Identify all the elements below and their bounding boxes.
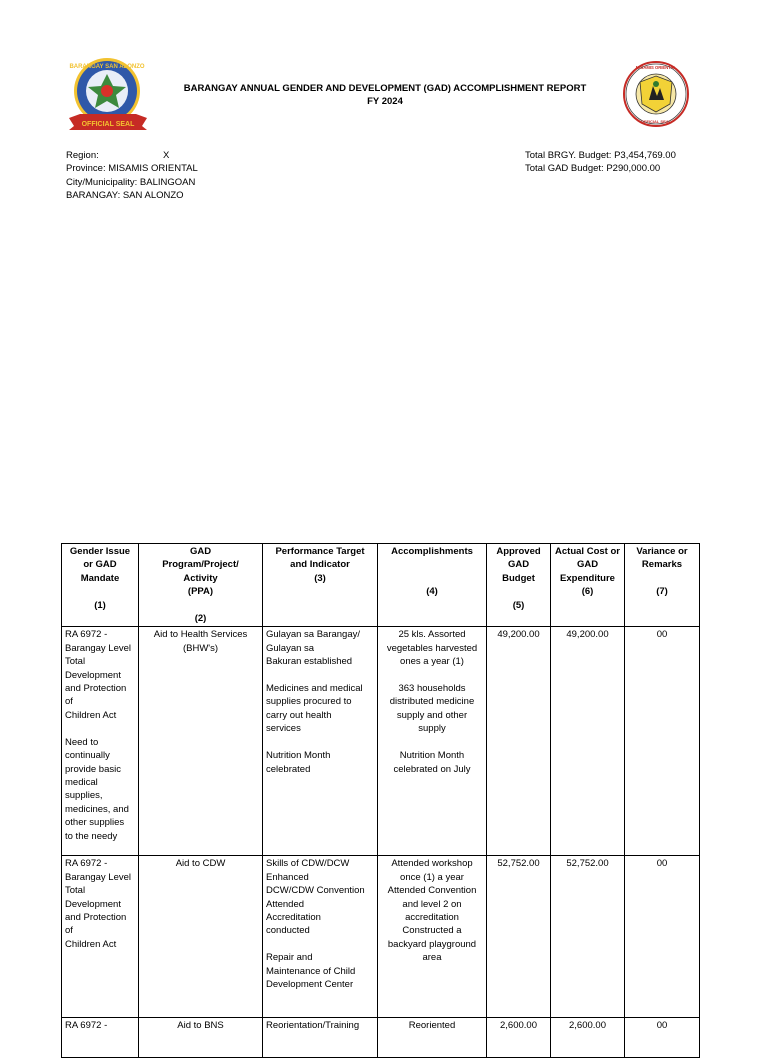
location-info (66, 149, 198, 203)
cell-mandate: RA 6972 - Barangay Level Total Development and Protection of Children Act (62, 856, 139, 1018)
column-header-accomplishments: Accomplishments (4) (378, 544, 487, 627)
column-header-actual-cost: Actual Cost or GAD Expenditure (6) (551, 544, 625, 627)
report-fiscal-year: FY 2024 (367, 96, 403, 107)
total-brgy-budget: Total BRGY. Budget: P3,454,769.00 (525, 150, 676, 161)
cell-ppa: Aid to Health Services (BHW's) (139, 627, 263, 856)
seal-province-text: MISAMIS ORIENTAL (635, 65, 677, 70)
table-row (62, 627, 700, 856)
cell-variance: 00 (625, 627, 700, 856)
gad-accomplishment-table (61, 543, 700, 1058)
cell-actual-cost: 2,600.00 (551, 1018, 625, 1058)
cell-mandate: RA 6972 - (62, 1018, 139, 1058)
budget-info (525, 149, 676, 176)
report-title (170, 82, 600, 108)
cell-target: Reorientation/Training (263, 1018, 378, 1058)
column-header-ppa: GAD Program/Project/ Activity (PPA) (2) (139, 544, 263, 627)
barangay-official-seal (66, 56, 150, 132)
cell-accomplishments: Reoriented (378, 1018, 487, 1058)
table-row (62, 856, 700, 1018)
cell-accomplishments: 25 kls. Assorted vegetables harvested ones a year (1) 363 households distributed medicine supply and other supply Nutrition Month celebrated on July (378, 627, 487, 856)
region-row (66, 149, 198, 162)
cell-approved-budget: 2,600.00 (487, 1018, 551, 1058)
province-line: Province: MISAMIS ORIENTAL (66, 163, 198, 175)
city-line: City/Municipality: BALINGOAN (66, 176, 196, 188)
province-official-seal (622, 60, 690, 128)
cell-variance: 00 (625, 856, 700, 1018)
table-header-row (62, 544, 700, 627)
column-header-target: Performance Target and Indicator (3) (263, 544, 378, 627)
cell-approved-budget: 49,200.00 (487, 627, 551, 856)
seal-top-text: BARANGAY SAN ALONZO (69, 64, 145, 70)
seal-ribbon-text: OFFICIAL SEAL (81, 121, 135, 128)
column-header-approved-budget: Approved GAD Budget (5) (487, 544, 551, 627)
cell-ppa: Aid to BNS (139, 1018, 263, 1058)
cell-accomplishments: Attended workshop once (1) a year Attended Convention and level 2 on accreditation Constructed a backyard playground area (378, 856, 487, 1018)
report-title-line1: BARANGAY ANNUAL GENDER AND DEVELOPMENT (GAD) ACCOMPLISHMENT REPORT (183, 83, 587, 94)
cell-mandate: RA 6972 - Barangay Level Total Development and Protection of Children Act Need to continually provide basic medical supplies, medicines, and other supplies to the needy (62, 627, 139, 856)
cell-ppa: Aid to CDW (139, 856, 263, 1018)
cell-variance: 00 (625, 1018, 700, 1058)
total-gad-budget: Total GAD Budget: P290,000.00 (525, 163, 661, 175)
column-header-mandate: Gender Issue or GAD Mandate (1) (62, 544, 139, 627)
column-header-variance: Variance or Remarks (7) (625, 544, 700, 627)
barangay-line: BARANGAY: SAN ALONZO (66, 190, 184, 202)
cell-target: Skills of CDW/DCW Enhanced DCW/CDW Convention Attended Accreditation conducted Repair and Maintenance of Child Development Center (263, 856, 378, 1018)
cell-actual-cost: 52,752.00 (551, 856, 625, 1018)
seal-province-bottom-text: OFFICIAL SEAL (640, 119, 672, 124)
cell-actual-cost: 49,200.00 (551, 627, 625, 856)
region-value: X (163, 150, 170, 161)
cell-target: Gulayan sa Barangay/ Gulayan sa Bakuran established Medicines and medical supplies procured to carry out health services Nutrition Month celebrated (263, 627, 378, 856)
cell-approved-budget: 52,752.00 (487, 856, 551, 1018)
region-label: Region: (66, 150, 99, 161)
